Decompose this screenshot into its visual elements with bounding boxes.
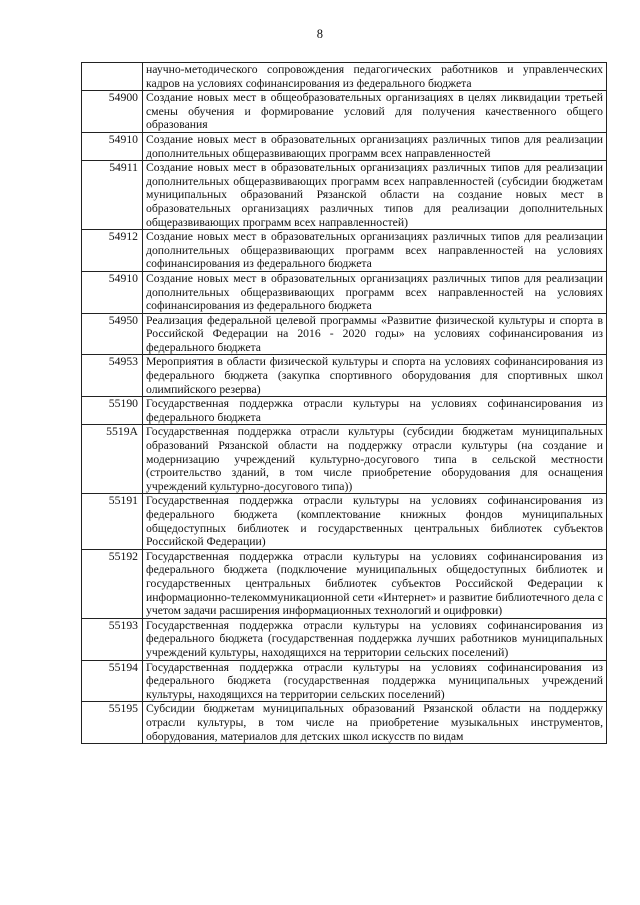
row-description: Создание новых мест в образовательных организациях различных типов для реализации дополнительных общеразвивающих программ всех направленностей [143, 132, 607, 160]
row-description: Государственная поддержка отрасли культуры на условиях софинансирования из федерального бюджета (государственная поддержка муниципальных учреждений культуры, находящихся на территории сельских поселений) [143, 660, 607, 702]
table-row [82, 161, 607, 230]
row-description: научно-методического сопровождения педагогических работников и управленческих кадров на условиях софинансирования из федерального бюджета [143, 63, 607, 91]
classification-table [81, 62, 607, 744]
row-description: Государственная поддержка отрасли культуры на условиях софинансирования из федерального бюджета (государственная поддержка лучших работников муниципальных учреждений культуры, находящихся на территории сельских поселений) [143, 618, 607, 660]
row-code: 55194 [82, 660, 143, 702]
table-row [82, 494, 607, 549]
row-description: Мероприятия в области физической культуры и спорта на условиях софинансирования из федерального бюджета (закупка спортивного оборудования для спортивных школ олимпийского резерва) [143, 355, 607, 397]
row-description: Создание новых мест в образовательных организациях различных типов для реализации дополнительных общеразвивающих программ всех направленностей на условиях софинансирования из федерального бюджета [143, 271, 607, 313]
row-code: 5519А [82, 425, 143, 494]
row-code: 55193 [82, 618, 143, 660]
table-row [82, 425, 607, 494]
row-code: 54910 [82, 271, 143, 313]
row-code: 54900 [82, 91, 143, 133]
row-description: Государственная поддержка отрасли культуры на условиях софинансирования из федерального бюджета (комплектование книжных фондов муниципальных общедоступных библиотек и государственных центральных библиотек субъектов Российской Федерации) [143, 494, 607, 549]
table-row [82, 660, 607, 702]
row-description: Реализация федеральной целевой программы «Развитие физической культуры и спорта в Российской Федерации на 2016 - 2020 годы» на условиях софинансирования из федерального бюджета [143, 313, 607, 355]
row-code: 54912 [82, 230, 143, 272]
table-row [82, 618, 607, 660]
row-code: 54911 [82, 161, 143, 230]
row-description: Государственная поддержка отрасли культуры на условиях софинансирования из федерального бюджета [143, 397, 607, 425]
table-row [82, 397, 607, 425]
table-row [82, 230, 607, 272]
row-code: 55195 [82, 702, 143, 744]
row-description: Создание новых мест в образовательных организациях различных типов для реализации дополнительных общеразвивающих программ всех направленностей на условиях софинансирования из федерального бюджета [143, 230, 607, 272]
table-row [82, 355, 607, 397]
row-code [82, 63, 143, 91]
row-description: Субсидии бюджетам муниципальных образований Рязанской области на поддержку отрасли культуры, в том числе на приобретение музыкальных инструментов, оборудования, материалов для детских школ искусств по видам [143, 702, 607, 744]
page-number: 8 [316, 27, 324, 41]
table-row [82, 132, 607, 160]
table-body [82, 63, 607, 744]
row-description: Создание новых мест в общеобразовательных организациях в целях ликвидации третьей смены обучения и формирование условий для получения качественного общего образования [143, 91, 607, 133]
row-description: Государственная поддержка отрасли культуры (субсидии бюджетам муниципальных образований Рязанской области на поддержку отрасли культуры (на создание и модернизацию учреждений культурно-досугового типа в сельской местности (строительство зданий, в том числе приобретение оборудования для оснащения учреждений культурно-досугового типа)) [143, 425, 607, 494]
row-code: 55192 [82, 549, 143, 618]
row-code: 55190 [82, 397, 143, 425]
row-description: Создание новых мест в образовательных организациях различных типов для реализации дополнительных общеразвивающих программ всех направленностей (субсидии бюджетам муниципальных образований Рязанской области на создание новых мест в образовательных организациях различных типов для реализации дополнительных общеразвивающих программ всех направленностей) [143, 161, 607, 230]
table-row [82, 271, 607, 313]
row-code: 54950 [82, 313, 143, 355]
table-row [82, 91, 607, 133]
table-row [82, 63, 607, 91]
table-row [82, 702, 607, 744]
row-code: 54953 [82, 355, 143, 397]
table-row [82, 549, 607, 618]
row-code: 54910 [82, 132, 143, 160]
row-code: 55191 [82, 494, 143, 549]
table-row [82, 313, 607, 355]
row-description: Государственная поддержка отрасли культуры на условиях софинансирования из федерального бюджета (подключение муниципальных общедоступных библиотек и государственных центральных библиотек субъектов Российской Федерации к информационно-телекоммуникационной сети «Интернет» и развитие библиотечного дела с учетом задачи расширения информационных технологий и оцифровки) [143, 549, 607, 618]
